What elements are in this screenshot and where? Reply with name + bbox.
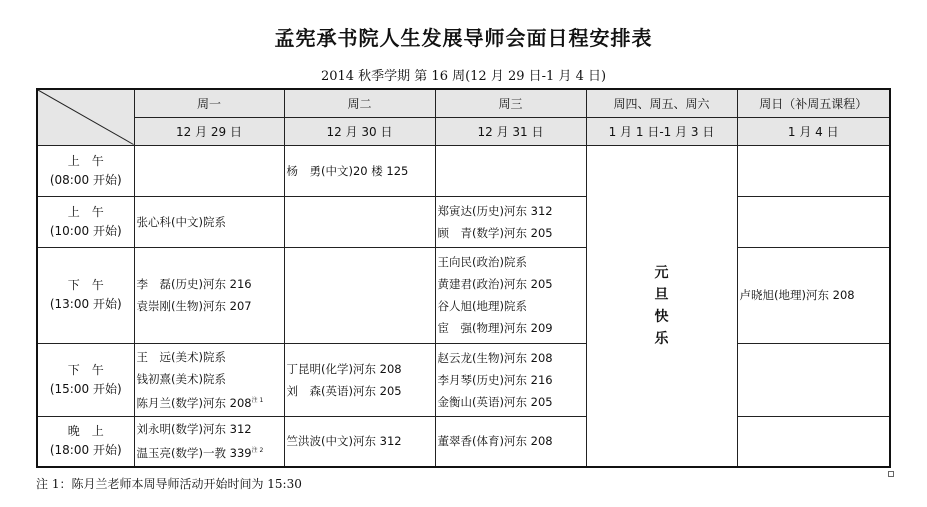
cell-r4-sun <box>737 416 890 467</box>
cell-r0-tue <box>284 145 435 196</box>
mentor-entry: 竺洪波(中文)河东 312 <box>286 434 402 449</box>
cell-r4-wed <box>435 416 586 467</box>
slot-period: 晚 上 <box>67 424 104 439</box>
mentor-entry: 李月琴(历史)河东 216 <box>437 372 553 387</box>
slot-time: (08:00 开始) <box>49 172 122 187</box>
cell-r3-tue <box>284 343 435 416</box>
footnote-marker: 注 2 <box>251 447 264 455</box>
corner-diagonal <box>38 90 134 145</box>
cell-r0-sun <box>737 145 890 196</box>
slot-time: (13:00 开始) <box>49 297 122 311</box>
cell-r2-mon <box>134 247 284 343</box>
slot-period: 上 午 <box>67 204 104 219</box>
slot-label <box>37 145 134 196</box>
cell-r0-wed <box>435 145 586 196</box>
slot-period: 下 午 <box>67 278 104 292</box>
mentor-entry: 袁崇刚(生物)河东 207 <box>136 299 252 313</box>
cell-r3-sun <box>737 343 890 416</box>
header-date-tue: 12 月 30 日 <box>284 117 435 145</box>
header-date-wed: 12 月 31 日 <box>435 117 586 145</box>
schedule-table <box>36 88 891 468</box>
cell-r1-tue <box>284 196 435 247</box>
cell-r1-mon <box>134 196 284 247</box>
mentor-entry: 郑寅达(历史)河东 312 <box>437 203 553 218</box>
mentor-entry: 温玉亮(数学)一教 339$^{注 2}$ <box>136 446 264 461</box>
mentor-entry: 宦 强(物理)河东 209 <box>437 321 553 335</box>
mentor-entry: 钱初熹(美术)院系 <box>136 371 226 386</box>
header-day-thu-sat: 周四、周五、周六 <box>586 89 737 117</box>
header-day-sun: 周日（补周五课程） <box>737 89 890 117</box>
slot-period: 下 午 <box>67 362 104 377</box>
cell-r1-sun <box>737 196 890 247</box>
mentor-entry: 董翠香(体育)河东 208 <box>437 434 553 449</box>
page-title: 孟宪承书院人生发展导师会面日程安排表 <box>274 26 653 50</box>
mentor-entry: 李 磊(历史)河东 216 <box>136 277 252 291</box>
page-corner-mark <box>888 471 894 477</box>
slot-time: (18:00 开始) <box>49 443 122 458</box>
mentor-entry: 陈月兰(数学)河东 208$^{注 1}$ <box>136 395 264 410</box>
mentor-entry: 谷人旭(地理)院系 <box>437 299 527 313</box>
header-date-sun: 1 月 4 日 <box>737 117 890 145</box>
holiday-char: 元 <box>654 264 669 281</box>
mentor-entry: 刘 森(英语)河东 205 <box>286 383 402 398</box>
mentor-entry: 顾 青(数学)河东 205 <box>437 225 553 240</box>
mentor-entry: 丁昆明(化学)河东 208 <box>286 361 402 376</box>
footnote: 注 1：陈月兰老师本周导师活动开始时间为 15:30 <box>36 477 302 491</box>
slot-time: (10:00 开始) <box>49 223 122 238</box>
mentor-entry: 黄建君(政治)河东 205 <box>437 277 553 291</box>
cell-r4-tue <box>284 416 435 467</box>
mentor-entry: 王 远(美术)院系 <box>136 349 226 364</box>
holiday-char: 快 <box>654 308 669 325</box>
table-corner <box>37 89 134 145</box>
slot-label <box>37 416 134 467</box>
mentor-entry: 杨 勇(中文)20 楼 125 <box>286 163 409 178</box>
slot-time: (15:00 开始) <box>49 381 122 396</box>
footnote-marker: 注 1 <box>251 396 264 404</box>
cell-r3-mon <box>134 343 284 416</box>
page-subtitle: 2014 秋季学期 第 16 周(12 月 29 日-1 月 4 日) <box>320 69 607 84</box>
cell-r2-sun <box>737 247 890 343</box>
cell-r2-wed <box>435 247 586 343</box>
cell-r2-tue <box>284 247 435 343</box>
holiday-char: 旦 <box>654 286 669 303</box>
header-date-thu-sat: 1 月 1 日-1 月 3 日 <box>586 117 737 145</box>
holiday-char: 乐 <box>654 330 669 347</box>
mentor-entry: 刘永明(数学)河东 312 <box>136 422 252 437</box>
holiday-cell <box>586 145 737 467</box>
mentor-entry: 赵云龙(生物)河东 208 <box>437 350 553 365</box>
header-day-mon: 周一 <box>134 89 284 117</box>
mentor-entry: 卢晓旭(地理)河东 208 <box>739 288 855 302</box>
cell-r4-mon <box>134 416 284 467</box>
mentor-entry: 金衡山(英语)河东 205 <box>437 394 553 409</box>
header-day-wed: 周三 <box>435 89 586 117</box>
mentor-entry: 张心科(中文)院系 <box>136 214 226 229</box>
cell-r3-wed <box>435 343 586 416</box>
slot-period: 上 午 <box>67 153 104 168</box>
cell-r0-mon <box>134 145 284 196</box>
slot-label <box>37 196 134 247</box>
cell-r1-wed <box>435 196 586 247</box>
slot-label <box>37 247 134 343</box>
slot-label <box>37 343 134 416</box>
header-date-mon: 12 月 29 日 <box>134 117 284 145</box>
header-day-tue: 周二 <box>284 89 435 117</box>
mentor-entry: 王向民(政治)院系 <box>437 255 527 269</box>
